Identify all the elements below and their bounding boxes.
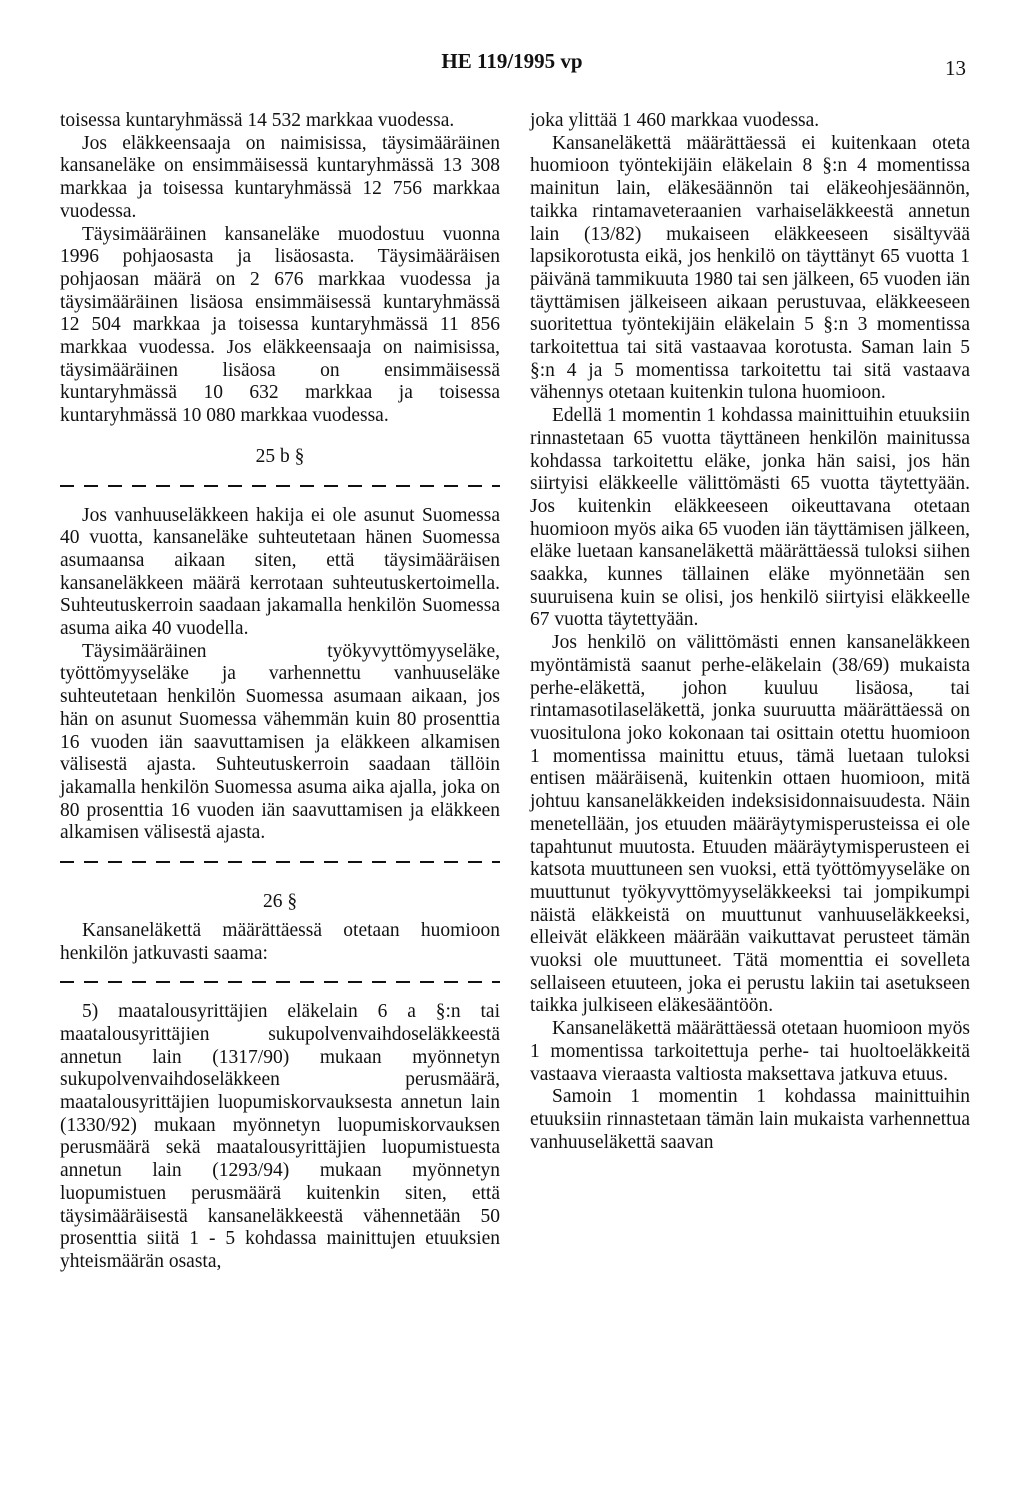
omission-dashes: [60, 851, 500, 873]
left-paragraph-2: Jos eläkkeensaaja on naimisissa, täysimääräinen kansaneläke on ensimmäisessä kuntaryhmässä 13 308 markkaa ja toisessa kuntaryhmässä 12 756 markkaa vuodessa.: [60, 132, 500, 222]
right-paragraph-3: Edellä 1 momentin 1 kohdassa mainittuihin etuuksiin rinnastetaan 65 vuotta täyttäneen henkilön mainitussa kohdassa tarkoitettu eläke, jonka hän saisi, jos hän siirtyisi eläkkeelle välittömästi 65 vuotta täytettyään. Jos kuitenkin eläkkeeseen oikeuttavana otetaan huomioon myös aika 65 vuoden iän täyttämisen jälkeen, eläke luetaan kansaneläkettä määrättäessä tuloksi siihen saakka, kunnes tällainen eläke myönnetään sen suuruisena kuin se olisi, jos henkilö siirtyisi eläkkeelle 67 vuotta täytettyään.: [530, 405, 970, 631]
left-paragraph-5: Täysimääräinen työkyvyttömyyseläke, työttömyyseläke ja varhennettu vanhuuseläke suhteutetaan henkilön Suomessa asumaan aikaan, jos hän on asunut Suomessa vähemmän kuin 80 prosenttia 16 vuoden iän saavuttamisen ja eläkkeen alkamisen välisestä ajasta. Suhteutuskerroin saadaan tällöin jakamalla henkilön Suomessa asuma aika ajalla, joka on 80 prosenttia 16 vuoden iän saavuttamisen ja eläkkeen alkamisen välisestä ajasta.: [60, 640, 500, 844]
left-paragraph-4: Jos vanhuuseläkkeen hakija ei ole asunut Suomessa 40 vuotta, kansaneläke suhteutetaan hänen Suomessa asumaansa aikaan siten, että täysimääräisen kansaneläkkeen määrä kerrotaan suhteutuskertoimella. Suhteutuskerroin saadaan jakamalla henkilön Suomessa asuma aika 40 vuodella.: [60, 504, 500, 640]
left-column: [60, 110, 500, 1274]
right-paragraph-6: Samoin 1 momentin 1 kohdassa mainittuihin etuuksiin rinnastetaan tämän lain mukaista varhennettua vanhuuseläkettä saavan: [530, 1086, 970, 1153]
left-paragraph-7: 5) maatalousyrittäjien eläkelain 6 a §:n tai maatalousyrittäjien sukupolvenvaihdoseläkkeestä annetun lain (1317/90) mukaan myönnetyn sukupolvenvaihdoseläkkeen perusmäärä, maatalousyrittäjien luopumiskorvauksesta annetun lain (1330/92) mukaan myönnetyn luopumiskorvauksen perusmäärä sekä maatalousyrittäjien luopumistuesta annetun lain (1293/94) mukaan myönnetyn luopumistuen perusmäärä kuitenkin siten, että täysimääräisestä kansaneläkkeestä vähennetään 50 prosenttia siitä 1 - 5 kohdassa mainittujen etuuksien yhteismäärän osasta,: [60, 1001, 500, 1272]
document-header-title: HE 119/1995 vp: [441, 49, 583, 73]
right-paragraph-5: Kansaneläkettä määrättäessä otetaan huomioon myös 1 momentissa tarkoitettuja perhe- tai huoltoeläkkeitä vastaava vieraasta valtiosta maksettava jatkuva etuus.: [530, 1018, 970, 1085]
omission-dashes: [60, 475, 500, 497]
section-heading-25b: 25 b §: [255, 445, 305, 467]
omission-dashes: [60, 971, 500, 993]
left-paragraph-6: Kansaneläkettä määrättäessä otetaan huomioon henkilön jatkuvasti saama:: [60, 919, 500, 964]
left-paragraph-3: Täysimääräinen kansaneläke muodostuu vuonna 1996 pohjaosasta ja lisäosasta. Täysimääräisen pohjaosan määrä on 2 676 markkaa vuodessa ja täysimääräinen lisäosa ensimmäisessä kuntaryhmässä 12 504 markkaa ja toisessa kuntaryhmässä 11 856 markkaa vuodessa. Jos eläkkeensaaja on naimisissa, täysimääräinen lisäosa on ensimmäisessä kuntaryhmässä 10 632 markkaa ja toisessa kuntaryhmässä 10 080 markkaa vuodessa.: [60, 223, 500, 427]
left-paragraph-1: toisessa kuntaryhmässä 14 532 markkaa vuodessa.: [60, 110, 455, 131]
right-paragraph-2: Kansaneläkettä määrättäessä ei kuitenkaan oteta huomioon työntekijäin eläkelain 8 §:n 4 momentissa mainitun lain, eläkesäännön tai eläkeohjesäännön, taikka rintamaveteraanien varhaiseläkkeestä annetun lain (13/82) mukaiseen eläkkeeseen sisältyvää lapsikorotusta eikä, jos henkilö on täyttänyt 65 vuotta 1 päivänä tammikuuta 1980 tai sen jälkeen, 65 vuoden iän täyttämisen jälkeiseen aikaan perustuvaa, eläkkeeseen suoritettua työntekijäin eläkelain 5 §:n 3 momentissa tarkoitettua tai sitä vastaavaa korotusta. Saman lain 5 §:n 4 ja 5 momentissa tarkoitettu tai sitä vastaava vähennys otetaan kuitenkin tulona huomioon.: [530, 132, 970, 404]
page-number: 13: [945, 56, 966, 80]
right-paragraph-4: Jos henkilö on välittömästi ennen kansaneläkkeen myöntämistä saanut perhe-eläkelain (38/69) mukaista perhe-eläkettä, johon kuuluu lisäosa, tai rintamasotilaseläkettä, jonka suuruutta määrättäessä on vuositulona joko kokonaan tai osittain otettu huomioon 1 momentissa mainittu etuus, tämä luetaan tuloksi entisen määräisenä, kuitenkin ottaen huomioon, mitä johtuu kansaneläkkeiden indeksisidonnaisuudesta. Näin menetellään, jos etuuden määräytymisperusteissa ei ole tapahtunut muutosta. Etuuden määräytymisperusteen ei katsota muuttuneen sen vuoksi, että työttömyyseläke on muuttunut työkyvyttömyyseläkkeeksi tai jompikumpi näistä eläkkeistä on muuttunut vanhuuseläkkeeksi, elleivät eläkkeen määrään vaikuttavat perusteet tämän vuoksi ole muuttuneet. Tätä momenttia ei sovelleta sellaiseen etuuteen, joka ei perustu lakiin tai asetukseen taikka julkiseen eläkesääntöön.: [530, 632, 970, 1017]
right-paragraph-1: joka ylittää 1 460 markkaa vuodessa.: [530, 110, 820, 131]
section-heading-26: 26 §: [262, 891, 298, 913]
right-column: [530, 110, 970, 1154]
